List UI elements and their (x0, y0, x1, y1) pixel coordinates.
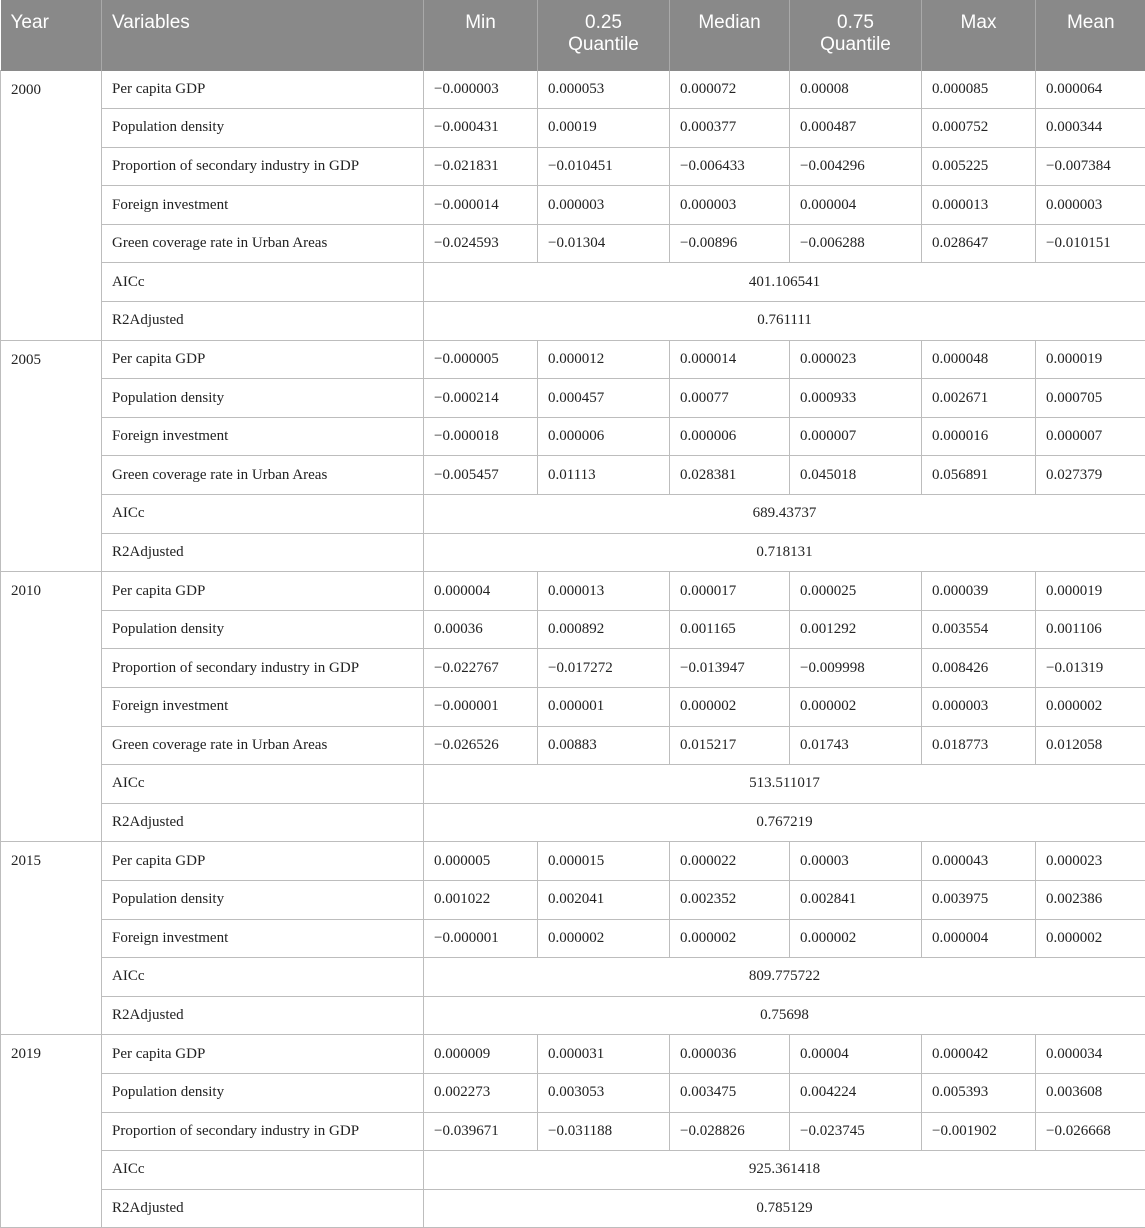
value-cell: 0.056891 (922, 456, 1036, 495)
value-cell: 0.000344 (1036, 109, 1145, 148)
table-row (1, 147, 1145, 186)
r2-row (1, 302, 1145, 341)
aicc-label: AICc (102, 495, 424, 534)
table-row (1, 1073, 1145, 1112)
table-row (1, 417, 1145, 456)
aicc-label: AICc (102, 958, 424, 997)
value-cell: −0.017272 (538, 649, 670, 688)
aicc-label: AICc (102, 1151, 424, 1190)
table-body (1, 70, 1145, 1228)
value-cell: 0.003975 (922, 880, 1036, 919)
header-q75: 0.75 Quantile (790, 0, 922, 70)
table-row (1, 340, 1145, 379)
r2-value: 0.75698 (424, 996, 1145, 1035)
value-cell: 0.004224 (790, 1073, 922, 1112)
value-cell: 0.000004 (790, 186, 922, 225)
value-cell: 0.00036 (424, 610, 538, 649)
value-cell: −0.004296 (790, 147, 922, 186)
aicc-row (1, 765, 1145, 804)
r2-row (1, 803, 1145, 842)
value-cell: −0.000431 (424, 109, 538, 148)
value-cell: 0.000019 (1036, 340, 1145, 379)
value-cell: −0.006288 (790, 224, 922, 263)
value-cell: 0.000002 (790, 919, 922, 958)
value-cell: 0.000072 (670, 70, 790, 109)
aicc-row (1, 495, 1145, 534)
variable-cell: Per capita GDP (102, 1035, 424, 1074)
value-cell: 0.000053 (538, 70, 670, 109)
header-mean: Mean (1036, 0, 1145, 70)
value-cell: 0.000042 (922, 1035, 1036, 1074)
value-cell: −0.01304 (538, 224, 670, 263)
year-cell: 2000 (1, 70, 102, 340)
value-cell: 0.000023 (1036, 842, 1145, 881)
value-cell: −0.022767 (424, 649, 538, 688)
value-cell: 0.000002 (1036, 688, 1145, 727)
value-cell: −0.000005 (424, 340, 538, 379)
value-cell: 0.000377 (670, 109, 790, 148)
variable-cell: Foreign investment (102, 417, 424, 456)
table-row (1, 880, 1145, 919)
aicc-row (1, 1151, 1145, 1190)
table-row (1, 456, 1145, 495)
value-cell: 0.000017 (670, 572, 790, 611)
header-year: Year (1, 0, 102, 70)
value-cell: 0.001165 (670, 610, 790, 649)
value-cell: 0.000007 (1036, 417, 1145, 456)
table-row (1, 379, 1145, 418)
header-min: Min (424, 0, 538, 70)
value-cell: −0.010151 (1036, 224, 1145, 263)
value-cell: 0.002352 (670, 880, 790, 919)
value-cell: 0.045018 (790, 456, 922, 495)
value-cell: −0.023745 (790, 1112, 922, 1151)
year-cell: 2015 (1, 842, 102, 1035)
value-cell: 0.000005 (424, 842, 538, 881)
aicc-value: 689.43737 (424, 495, 1145, 534)
variable-cell: Foreign investment (102, 688, 424, 727)
value-cell: −0.000003 (424, 70, 538, 109)
value-cell: 0.003608 (1036, 1073, 1145, 1112)
value-cell: 0.00003 (790, 842, 922, 881)
value-cell: 0.000085 (922, 70, 1036, 109)
variable-cell: Green coverage rate in Urban Areas (102, 456, 424, 495)
value-cell: 0.028381 (670, 456, 790, 495)
aicc-label: AICc (102, 263, 424, 302)
r2-label: R2Adjusted (102, 533, 424, 572)
value-cell: 0.003053 (538, 1073, 670, 1112)
aicc-value: 513.511017 (424, 765, 1145, 804)
variable-cell: Per capita GDP (102, 572, 424, 611)
table-row (1, 610, 1145, 649)
r2-value: 0.761111 (424, 302, 1145, 341)
value-cell: 0.002273 (424, 1073, 538, 1112)
r2-value: 0.718131 (424, 533, 1145, 572)
value-cell: −0.000014 (424, 186, 538, 225)
variable-cell: Population density (102, 379, 424, 418)
value-cell: 0.000043 (922, 842, 1036, 881)
year-cell: 2005 (1, 340, 102, 572)
value-cell: 0.000012 (538, 340, 670, 379)
table-row (1, 186, 1145, 225)
variable-cell: Proportion of secondary industry in GDP (102, 649, 424, 688)
table-row (1, 70, 1145, 109)
value-cell: 0.000006 (538, 417, 670, 456)
value-cell: 0.000023 (790, 340, 922, 379)
value-cell: 0.002841 (790, 880, 922, 919)
value-cell: −0.000214 (424, 379, 538, 418)
variable-cell: Green coverage rate in Urban Areas (102, 224, 424, 263)
value-cell: 0.000039 (922, 572, 1036, 611)
r2-row (1, 1189, 1145, 1228)
value-cell: 0.000007 (790, 417, 922, 456)
value-cell: −0.009998 (790, 649, 922, 688)
value-cell: 0.01743 (790, 726, 922, 765)
r2-row (1, 996, 1145, 1035)
variable-cell: Population density (102, 109, 424, 148)
value-cell: −0.026526 (424, 726, 538, 765)
value-cell: 0.000002 (538, 919, 670, 958)
variable-cell: Per capita GDP (102, 70, 424, 109)
value-cell: 0.000019 (1036, 572, 1145, 611)
r2-value: 0.767219 (424, 803, 1145, 842)
header-variables: Variables (102, 0, 424, 70)
value-cell: 0.001292 (790, 610, 922, 649)
table-row (1, 842, 1145, 881)
value-cell: −0.007384 (1036, 147, 1145, 186)
variable-cell: Foreign investment (102, 186, 424, 225)
value-cell: −0.026668 (1036, 1112, 1145, 1151)
value-cell: 0.000705 (1036, 379, 1145, 418)
value-cell: −0.000001 (424, 688, 538, 727)
value-cell: 0.000022 (670, 842, 790, 881)
value-cell: 0.000752 (922, 109, 1036, 148)
value-cell: 0.000002 (670, 688, 790, 727)
value-cell: 0.005393 (922, 1073, 1036, 1112)
value-cell: 0.000003 (922, 688, 1036, 727)
value-cell: 0.000016 (922, 417, 1036, 456)
variable-cell: Per capita GDP (102, 340, 424, 379)
value-cell: 0.003475 (670, 1073, 790, 1112)
value-cell: 0.000457 (538, 379, 670, 418)
r2-row (1, 533, 1145, 572)
aicc-value: 401.106541 (424, 263, 1145, 302)
aicc-value: 809.775722 (424, 958, 1145, 997)
value-cell: 0.000036 (670, 1035, 790, 1074)
value-cell: 0.028647 (922, 224, 1036, 263)
value-cell: 0.015217 (670, 726, 790, 765)
value-cell: 0.001106 (1036, 610, 1145, 649)
value-cell: 0.000034 (1036, 1035, 1145, 1074)
variable-cell: Foreign investment (102, 919, 424, 958)
table-row (1, 726, 1145, 765)
value-cell: 0.000006 (670, 417, 790, 456)
value-cell: 0.000001 (538, 688, 670, 727)
variable-cell: Proportion of secondary industry in GDP (102, 1112, 424, 1151)
value-cell: 0.00008 (790, 70, 922, 109)
value-cell: 0.000025 (790, 572, 922, 611)
value-cell: 0.000487 (790, 109, 922, 148)
variable-cell: Proportion of secondary industry in GDP (102, 147, 424, 186)
header-row (1, 0, 1145, 70)
value-cell: 0.000003 (1036, 186, 1145, 225)
r2-label: R2Adjusted (102, 996, 424, 1035)
aicc-row (1, 958, 1145, 997)
value-cell: 0.00883 (538, 726, 670, 765)
value-cell: 0.000003 (538, 186, 670, 225)
variable-cell: Population density (102, 610, 424, 649)
r2-value: 0.785129 (424, 1189, 1145, 1228)
value-cell: 0.00004 (790, 1035, 922, 1074)
value-cell: 0.001022 (424, 880, 538, 919)
value-cell: 0.012058 (1036, 726, 1145, 765)
value-cell: 0.027379 (1036, 456, 1145, 495)
variable-cell: Population density (102, 880, 424, 919)
value-cell: 0.002671 (922, 379, 1036, 418)
header-median: Median (670, 0, 790, 70)
header-q25: 0.25 Quantile (538, 0, 670, 70)
value-cell: 0.000892 (538, 610, 670, 649)
aicc-value: 925.361418 (424, 1151, 1145, 1190)
value-cell: −0.001902 (922, 1112, 1036, 1151)
value-cell: 0.008426 (922, 649, 1036, 688)
table-row (1, 649, 1145, 688)
value-cell: −0.024593 (424, 224, 538, 263)
table-row (1, 224, 1145, 263)
value-cell: 0.00077 (670, 379, 790, 418)
value-cell: 0.003554 (922, 610, 1036, 649)
value-cell: 0.000004 (424, 572, 538, 611)
value-cell: 0.002041 (538, 880, 670, 919)
table-row (1, 919, 1145, 958)
year-cell: 2010 (1, 572, 102, 842)
value-cell: −0.010451 (538, 147, 670, 186)
table-row (1, 1112, 1145, 1151)
value-cell: −0.021831 (424, 147, 538, 186)
table-header (1, 0, 1145, 70)
value-cell: −0.00896 (670, 224, 790, 263)
table-row (1, 109, 1145, 148)
value-cell: 0.000002 (670, 919, 790, 958)
value-cell: 0.000048 (922, 340, 1036, 379)
year-cell: 2019 (1, 1035, 102, 1228)
value-cell: −0.000001 (424, 919, 538, 958)
value-cell: 0.000031 (538, 1035, 670, 1074)
value-cell: 0.018773 (922, 726, 1036, 765)
value-cell: 0.000064 (1036, 70, 1145, 109)
value-cell: 0.00019 (538, 109, 670, 148)
aicc-row (1, 263, 1145, 302)
r2-label: R2Adjusted (102, 1189, 424, 1228)
value-cell: 0.000014 (670, 340, 790, 379)
value-cell: −0.005457 (424, 456, 538, 495)
variable-cell: Population density (102, 1073, 424, 1112)
table-row (1, 1035, 1145, 1074)
value-cell: −0.013947 (670, 649, 790, 688)
value-cell: 0.002386 (1036, 880, 1145, 919)
variable-cell: Green coverage rate in Urban Areas (102, 726, 424, 765)
aicc-label: AICc (102, 765, 424, 804)
value-cell: 0.000933 (790, 379, 922, 418)
value-cell: −0.039671 (424, 1112, 538, 1151)
value-cell: 0.000009 (424, 1035, 538, 1074)
r2-label: R2Adjusted (102, 302, 424, 341)
value-cell: −0.000018 (424, 417, 538, 456)
value-cell: 0.01113 (538, 456, 670, 495)
value-cell: 0.000013 (538, 572, 670, 611)
value-cell: 0.000002 (1036, 919, 1145, 958)
value-cell: 0.000013 (922, 186, 1036, 225)
value-cell: 0.005225 (922, 147, 1036, 186)
table-row (1, 572, 1145, 611)
value-cell: −0.028826 (670, 1112, 790, 1151)
r2-label: R2Adjusted (102, 803, 424, 842)
value-cell: 0.000003 (670, 186, 790, 225)
value-cell: 0.000002 (790, 688, 922, 727)
table-row (1, 688, 1145, 727)
header-max: Max (922, 0, 1036, 70)
variable-cell: Per capita GDP (102, 842, 424, 881)
value-cell: −0.006433 (670, 147, 790, 186)
value-cell: 0.000015 (538, 842, 670, 881)
value-cell: −0.01319 (1036, 649, 1145, 688)
value-cell: −0.031188 (538, 1112, 670, 1151)
value-cell: 0.000004 (922, 919, 1036, 958)
